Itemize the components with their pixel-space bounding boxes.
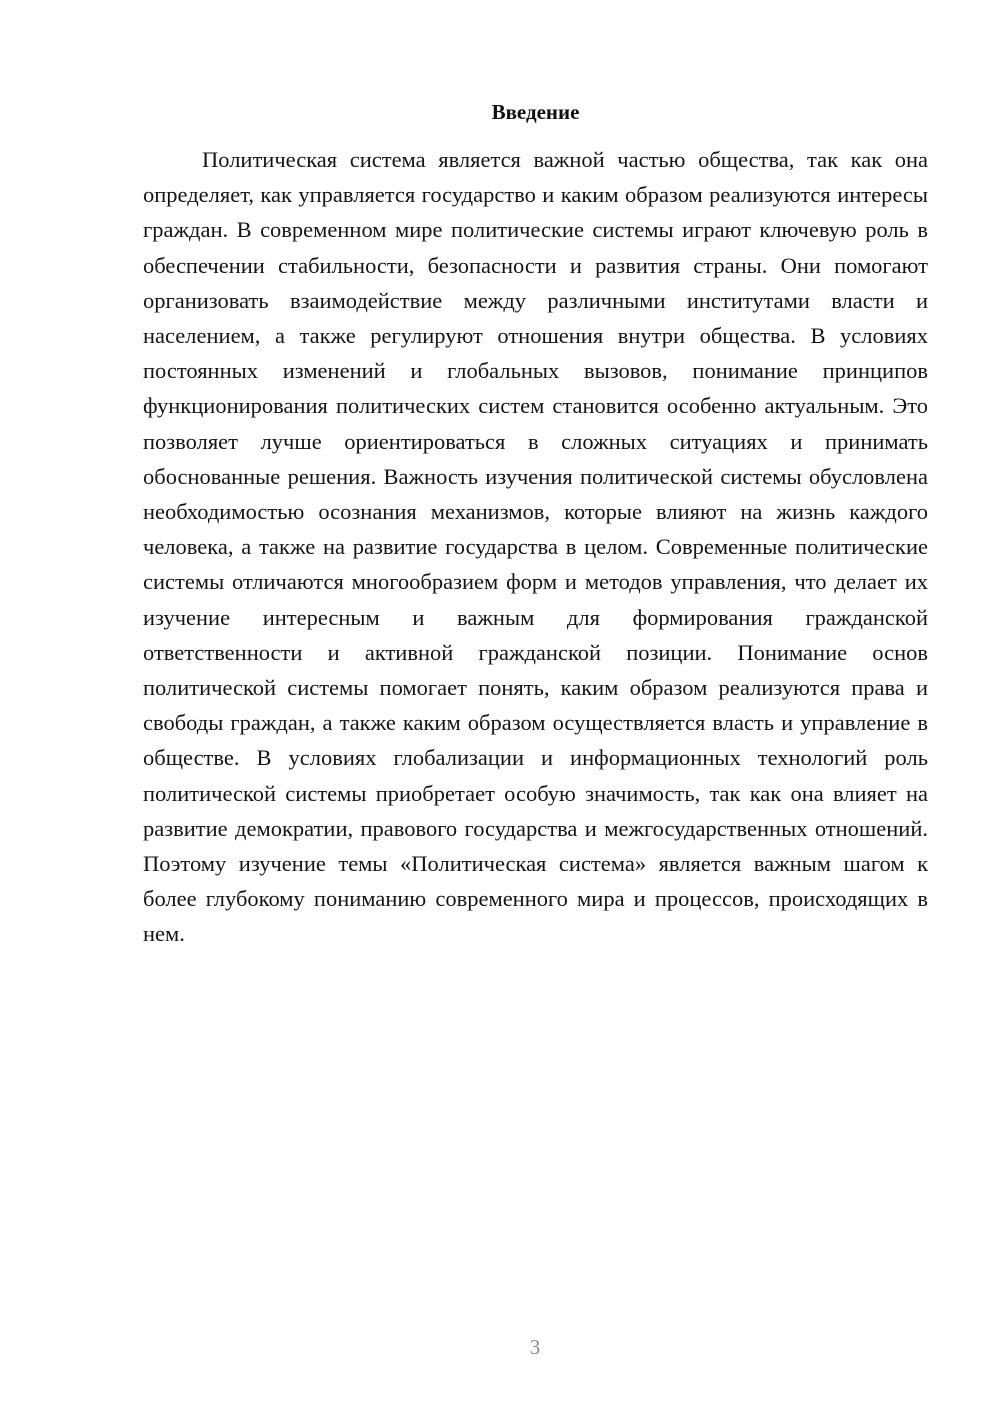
body-paragraph: Политическая система является важной частью общества, так как она определяет, как управляется государство и каким образом реализуются интересы граждан. В современном мире политические системы играют ключевую роль в обеспечении стабильности, безопасности и развития страны. Они помогают организовать взаимодействие между различными институтами власти и населением, а также регулируют отношения внутри общества. В условиях постоянных изменений и глобальных вызовов, понимание принципов функционирования политических систем становится особенно актуальным. Это позволяет лучше ориентироваться в сложных ситуациях и принимать обоснованные решения. Важность изучения политической системы обусловлена необходимостью осознания механизмов, которые влияют на жизнь каждого человека, а также на развитие государства в целом. Современные политические системы отличаются многообразием форм и методов управления, что делает их изучение интересным и важным для формирования гражданской ответственности и активной гражданской позиции. Понимание основ политической системы помогает понять, каким образом реализуются права и свободы граждан, а также каким образом осуществляется власть и управление в обществе. В условиях глобализации и информационных технологий роль политической системы приобретает особую значимость, так как она влияет на развитие демократии, правового государства и межгосударственных отношений. Поэтому изучение темы «Политическая система» является важным шагом к более глубокому пониманию современного мира и процессов, происходящих в нем. xyxy=(143,147,928,947)
page-number: 3 xyxy=(529,1335,541,1359)
section-heading: Введение xyxy=(491,100,580,124)
